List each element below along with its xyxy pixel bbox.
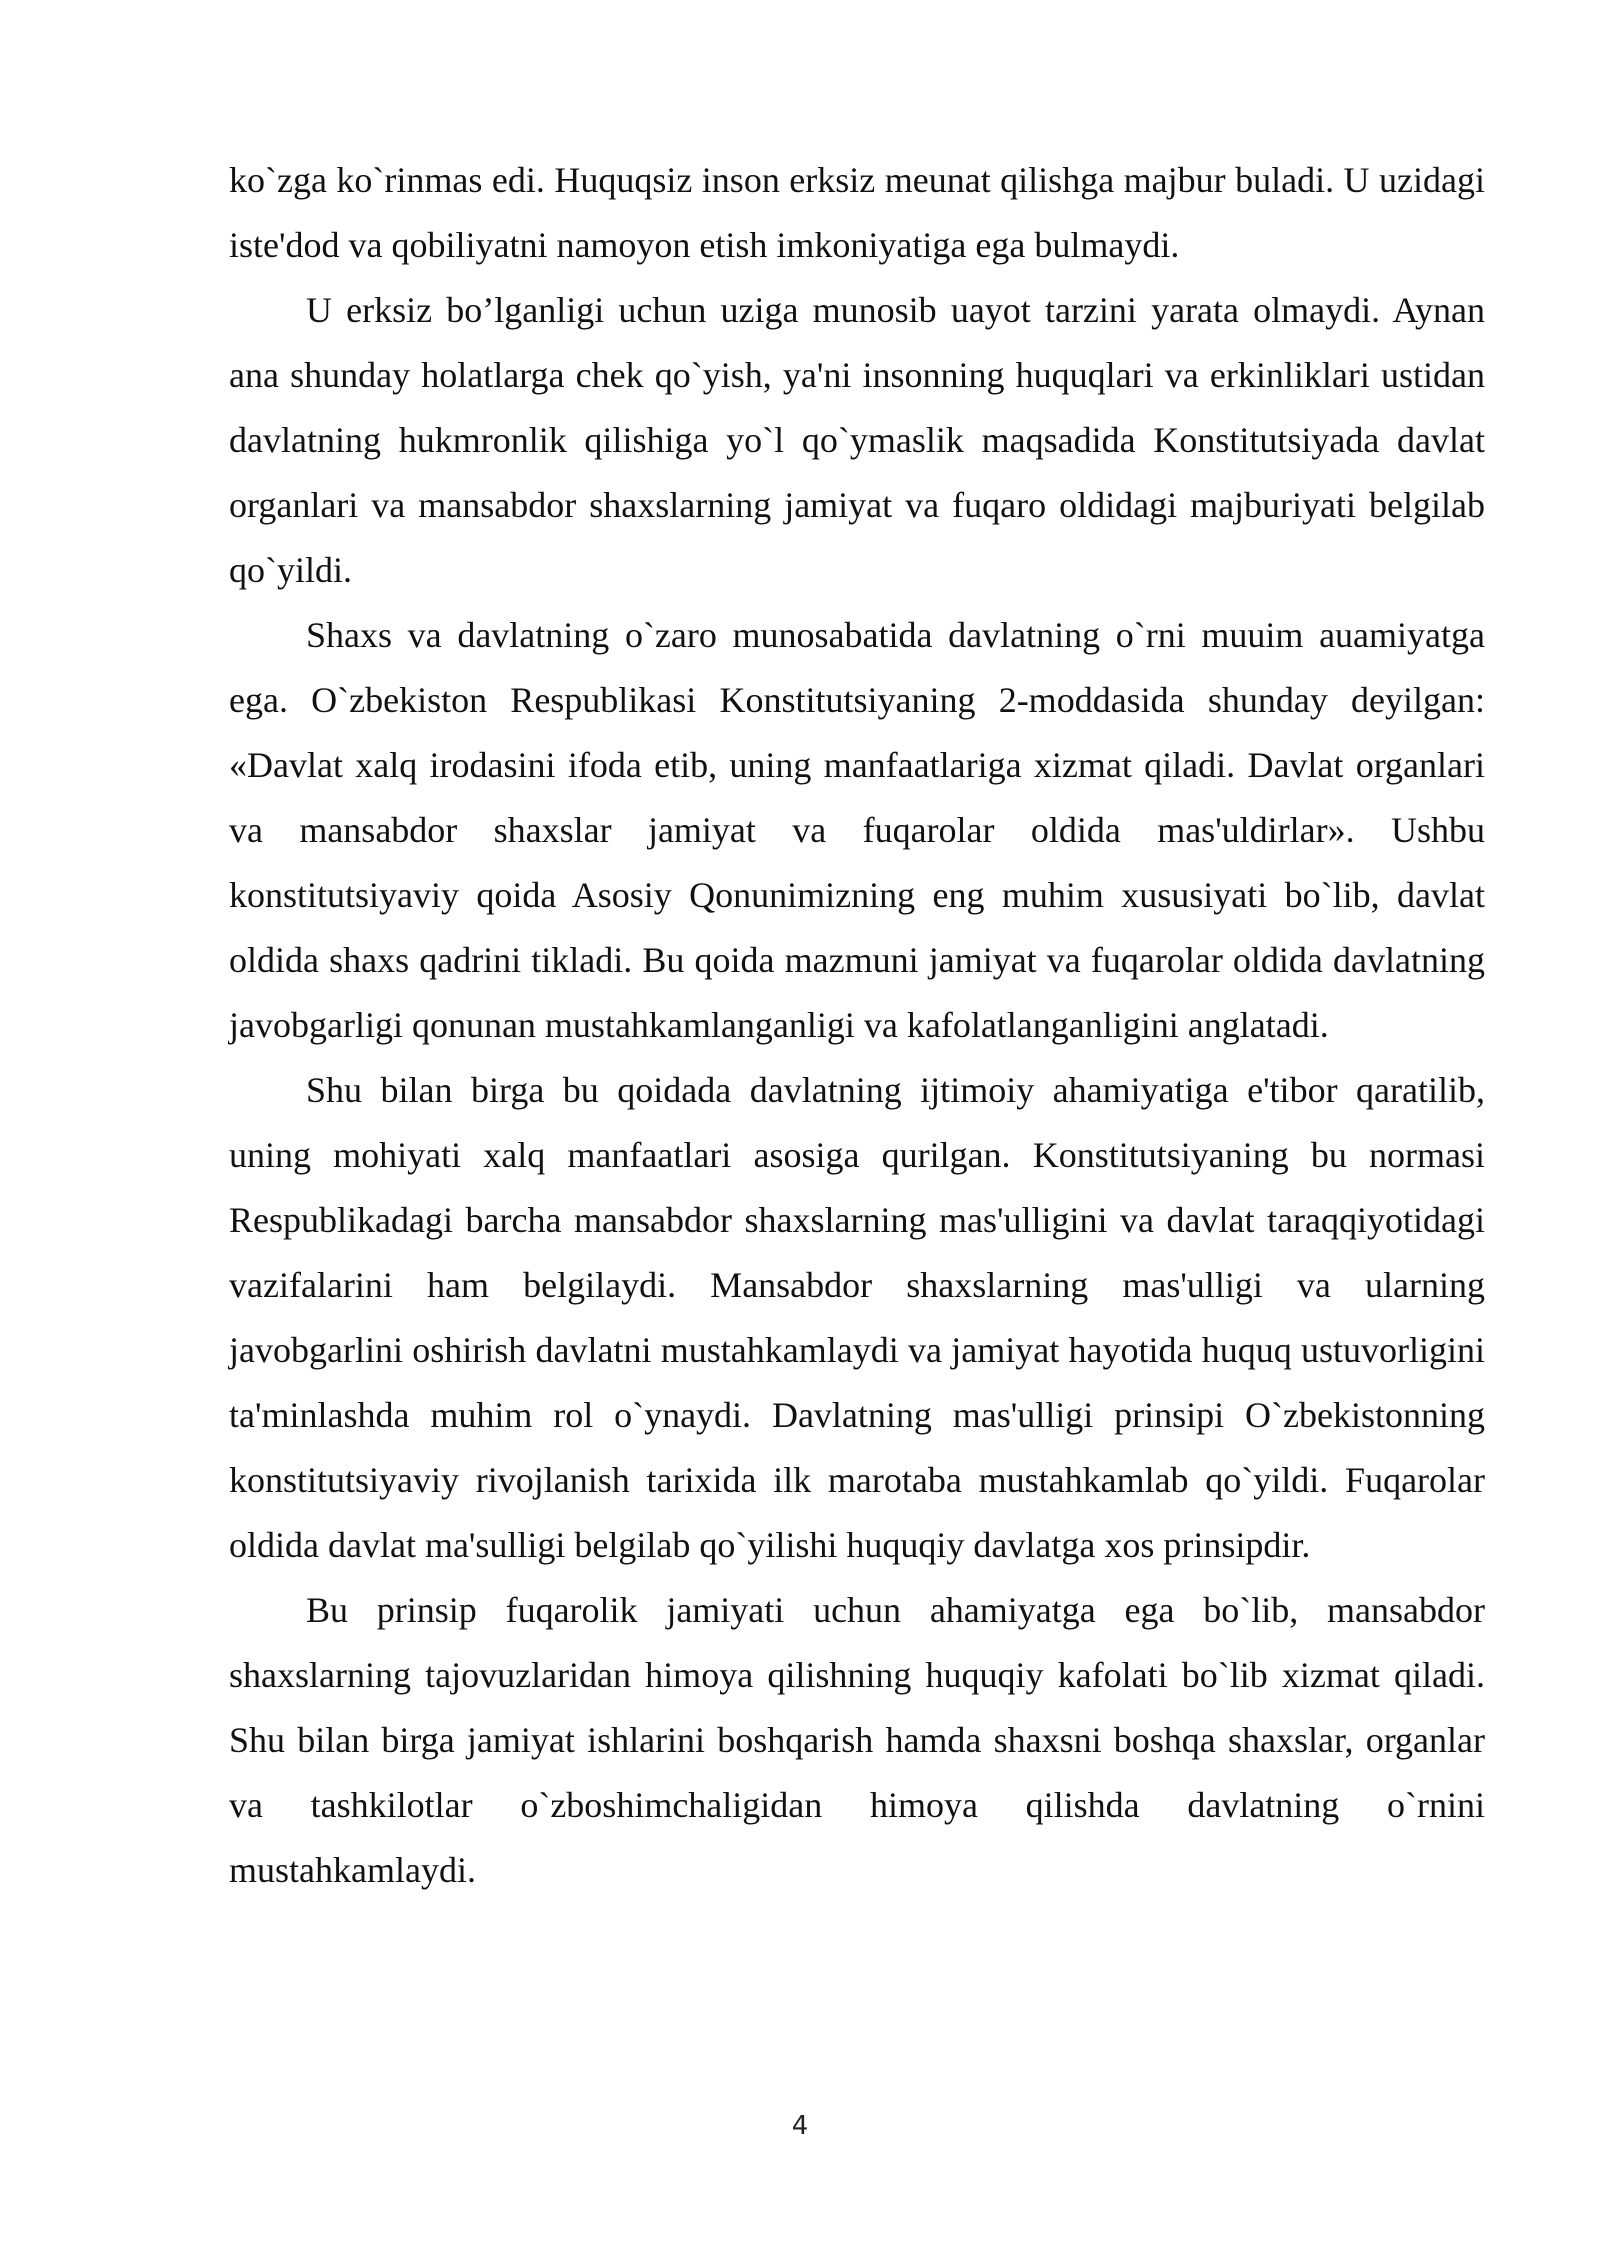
paragraph-continuation: ko`zga ko`rinmas edi. Huquqsiz inson erksiz meunat qilishga majbur buladi. U uzidagi iste'dod va qobiliyatni namoyon etish imkoniyatiga ega bulmaydi.: [229, 160, 1485, 265]
paragraph: Bu prinsip fuqarolik jamiyati uchun ahamiyatga ega bo`lib, mansabdor shaxslarning tajovuzlaridan himoya qilishning huquqiy kafolati bo`lib xizmat qiladi. Shu bilan birga jamiyat ishlarini boshqarish hamda shaxsni boshqa shaxslar, organlar va tashkilotlar o`zboshimchaligidan himoya qilishda davlatning o`rnini mustahkamlaydi.: [229, 1590, 1485, 1890]
paragraph: Shu bilan birga bu qoidada davlatning ijtimoiy ahamiyatiga e'tibor qaratilib, uning mohiyati xalq manfaatlari asosiga qurilgan. Konstitutsiyaning bu normasi Respublikadagi barcha mansabdor shaxslarning mas'ulligini va davlat taraqqiyotidagi vazifalarini ham belgilaydi. Mansabdor shaxslarning mas'ulligi va ularning javobgarlini oshirish davlatni mustahkamlaydi va jamiyat hayotida huquq ustuvorligini ta'minlashda muhim rol o`ynaydi. Davlatning mas'ulligi prinsipi O`zbekistonning konstitutsiyaviy rivojlanish tarixida ilk marotaba mustahkamlab qo`yildi. Fuqarolar oldida davlat ma'sulligi belgilab qo`yilishi huquqiy davlatga xos prinsipdir.: [229, 1070, 1485, 1565]
body-text: [229, 148, 1485, 1903]
page-number: 4: [791, 2111, 809, 2141]
paragraph: Shaxs va davlatning o`zaro munosabatida davlatning o`rni muuim auamiyatga ega. O`zbekiston Respublikasi Konstitutsiyaning 2-moddasida shunday deyilgan: «Davlat xalq irodasini ifoda etib, uning manfaatlariga xizmat qiladi. Davlat organlari va mansabdor shaxslar jamiyat va fuqarolar oldida mas'uldirlar». Ushbu konstitutsiyaviy qoida Asosiy Qonunimizning eng muhim xususiyati bo`lib, davlat oldida shaxs qadrini tikladi. Bu qoida mazmuni jamiyat va fuqarolar oldida davlatning javobgarligi qonunan mustahkamlanganligi va kafolatlanganligini anglatadi.: [229, 615, 1485, 1045]
paragraph: U erksiz bo’lganligi uchun uziga munosib uayot tarzini yarata olmaydi. Aynan ana shunday holatlarga chek qo`yish, ya'ni insonning huquqlari va erkinliklari ustidan davlatning hukmronlik qilishiga yo`l qo`ymaslik maqsadida Konstitutsiyada davlat organlari va mansabdor shaxslarning jamiyat va fuqaro oldidagi majburiyati belgilab qo`yildi.: [229, 290, 1485, 590]
